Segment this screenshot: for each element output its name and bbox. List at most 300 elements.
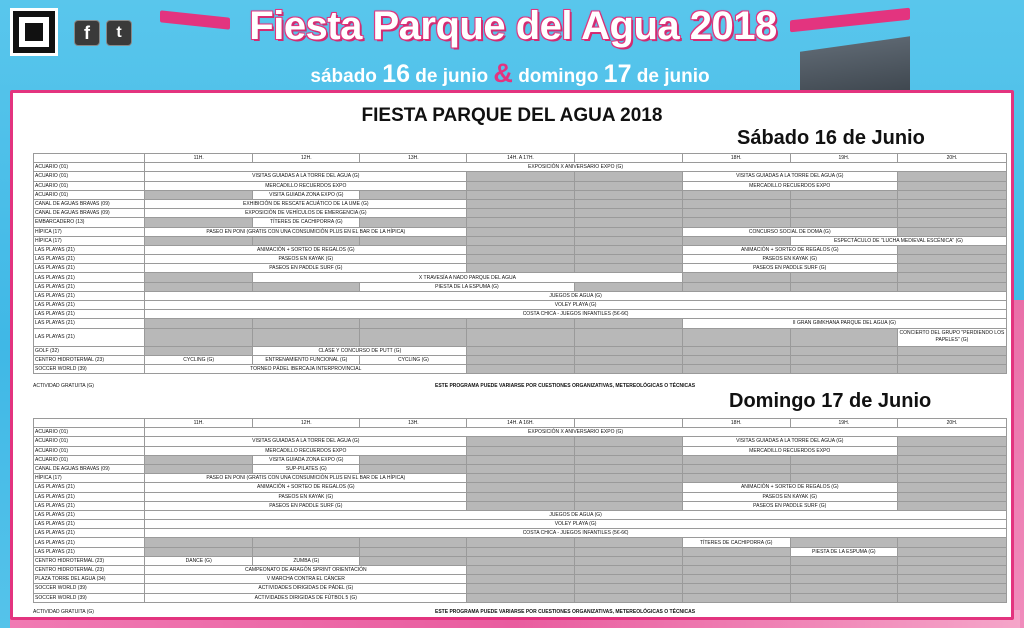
- table-row: [34, 483, 1007, 492]
- activity-cell: SUP-PILATES (G): [253, 464, 360, 473]
- location-cell: LAS PLAYAS (21): [34, 310, 145, 319]
- empty-slot: [253, 282, 360, 291]
- location-cell: LAS PLAYAS (21): [34, 255, 145, 264]
- activity-cell: TÍTERES DE CACHIPORRA (G): [682, 538, 790, 547]
- table-row: [34, 301, 1007, 310]
- activity-cell: ANIMACIÓN + SORTEO DE REGALOS (G): [682, 245, 897, 254]
- table-row: [34, 310, 1007, 319]
- empty-slot: [253, 547, 360, 556]
- empty-slot: [145, 190, 253, 199]
- location-cell: ACUARIO (01): [34, 163, 145, 172]
- table-row: [34, 538, 1007, 547]
- table-row: [34, 355, 1007, 364]
- event-dates: [260, 58, 760, 89]
- empty-slot: [467, 483, 574, 492]
- empty-slot: [682, 282, 790, 291]
- table-row: [34, 218, 1007, 227]
- empty-slot: [467, 364, 574, 373]
- empty-slot: [897, 446, 1006, 455]
- empty-slot: [467, 245, 574, 254]
- empty-slot: [790, 190, 897, 199]
- location-cell: ACUARIO (01): [34, 437, 145, 446]
- activity-cell: TÍTERES DE CACHIPORRA (G): [253, 218, 360, 227]
- empty-slot: [682, 593, 790, 602]
- twitter-icon[interactable]: t: [106, 20, 132, 46]
- empty-slot: [897, 575, 1006, 584]
- empty-slot: [790, 273, 897, 282]
- activity-cell: TORNEO PÁDEL IBERCAJA INTERPROVINCIAL: [145, 364, 467, 373]
- location-cell: LAS PLAYAS (21): [34, 291, 145, 300]
- empty-slot: [790, 575, 897, 584]
- date-day1-label: sábado: [310, 66, 377, 87]
- activity-cell: MERCADILLO RECUERDOS EXPO: [145, 181, 467, 190]
- empty-slot: [574, 255, 682, 264]
- location-cell: LAS PLAYAS (21): [34, 282, 145, 291]
- empty-slot: [467, 227, 574, 236]
- empty-slot: [145, 236, 253, 245]
- empty-slot: [574, 538, 682, 547]
- activity-cell: EXPOSICIÓN X ANIVERSARIO EXPO (G): [145, 163, 1007, 172]
- activity-cell: CYCLING (G): [145, 355, 253, 364]
- empty-slot: [467, 538, 574, 547]
- empty-slot: [682, 566, 790, 575]
- empty-slot: [897, 584, 1006, 593]
- empty-slot: [467, 566, 574, 575]
- activity-cell: CYCLING (G): [360, 355, 467, 364]
- activity-cell: PASEOS EN PADDLE SURF (G): [145, 264, 467, 273]
- table-row: [34, 282, 1007, 291]
- empty-slot: [574, 181, 682, 190]
- empty-slot: [574, 328, 682, 346]
- hour-header: 18H.: [682, 154, 790, 163]
- empty-slot: [682, 346, 790, 355]
- hour-header: [574, 154, 682, 163]
- empty-slot: [467, 209, 574, 218]
- hour-header: 14H. A 16H.: [467, 419, 574, 428]
- ribbon-right-decoration: [790, 8, 910, 33]
- empty-slot: [467, 346, 574, 355]
- empty-slot: [897, 474, 1006, 483]
- location-cell: ACUARIO (01): [34, 190, 145, 199]
- empty-slot: [574, 566, 682, 575]
- empty-slot: [897, 273, 1006, 282]
- empty-slot: [467, 236, 574, 245]
- date-day2-label: domingo: [518, 66, 599, 87]
- empty-slot: [574, 446, 682, 455]
- activity-cell: PASEOS EN PADDLE SURF (G): [145, 501, 467, 510]
- empty-slot: [682, 236, 790, 245]
- activity-cell: ANIMACIÓN + SORTEO DE REGALOS (G): [682, 483, 897, 492]
- activity-cell: CONCIERTO DEL GRUPO "PERDIENDO LOS PAPELES" (G): [897, 328, 1006, 346]
- hour-header: 14H. A 17H.: [467, 154, 574, 163]
- empty-slot: [467, 218, 574, 227]
- empty-slot: [682, 464, 790, 473]
- empty-slot: [790, 209, 897, 218]
- empty-slot: [682, 218, 790, 227]
- hour-header: 20H.: [897, 154, 1006, 163]
- activity-cell: VISITAS GUIADAS A LA TORRE DEL AGUA (G): [682, 437, 897, 446]
- footer-disclaimer: ESTE PROGRAMA PUEDE VARIARSE POR CUESTIONES ORGANIZATIVAS, METEREOLÓGICAS O TÉCNICAS: [435, 383, 696, 389]
- table-row: [34, 364, 1007, 373]
- location-cell: ACUARIO (01): [34, 428, 145, 437]
- empty-slot: [467, 547, 574, 556]
- empty-slot: [682, 355, 790, 364]
- table-row: [34, 446, 1007, 455]
- empty-slot: [790, 584, 897, 593]
- hour-header: 11H.: [145, 154, 253, 163]
- hour-header: 20H.: [897, 419, 1006, 428]
- table-row: [34, 346, 1007, 355]
- activity-cell: EXHIBICIÓN DE RESCATE ACUÁTICO DE LA UME (G): [145, 199, 467, 208]
- empty-slot: [467, 593, 574, 602]
- empty-slot: [897, 245, 1006, 254]
- empty-slot: [790, 355, 897, 364]
- empty-slot: [360, 455, 467, 464]
- table-row: [34, 455, 1007, 464]
- empty-slot: [897, 209, 1006, 218]
- activity-cell: JUEGOS DE AGUA (G): [145, 291, 1007, 300]
- activity-cell: VISITA GUIADA ZONA EXPO (G): [253, 190, 360, 199]
- activity-cell: CAMPEONATO DE ARAGÓN SPRINT ORIENTACIÓN: [145, 566, 467, 575]
- activity-cell: PASEOS EN PADDLE SURF (G): [682, 501, 897, 510]
- empty-slot: [682, 199, 790, 208]
- footer-free-activity: ACTIVIDAD GRATUITA (G): [33, 383, 94, 389]
- empty-slot: [467, 199, 574, 208]
- empty-slot: [467, 492, 574, 501]
- empty-slot: [467, 464, 574, 473]
- schedule-header-row: [34, 419, 1007, 428]
- empty-slot: [574, 172, 682, 181]
- location-cell: SOCCER WORLD (39): [34, 364, 145, 373]
- location-cell: LAS PLAYAS (21): [34, 492, 145, 501]
- hour-header: 13H.: [360, 154, 467, 163]
- location-cell: LAS PLAYAS (21): [34, 328, 145, 346]
- table-row: [34, 547, 1007, 556]
- location-cell: ACUARIO (01): [34, 455, 145, 464]
- location-cell: SOCCER WORLD (39): [34, 593, 145, 602]
- empty-slot: [790, 455, 897, 464]
- empty-slot: [360, 328, 467, 346]
- empty-slot: [897, 364, 1006, 373]
- empty-slot: [897, 464, 1006, 473]
- schedule-header-row: [34, 154, 1007, 163]
- activity-cell: VOLEY PLAYA (G): [145, 301, 1007, 310]
- footer-free-activity: ACTIVIDAD GRATUITA (G): [33, 609, 94, 615]
- location-cell: CANAL DE AGUAS BRAVAS (09): [34, 464, 145, 473]
- empty-slot: [682, 364, 790, 373]
- empty-slot: [897, 218, 1006, 227]
- empty-slot: [574, 556, 682, 565]
- activity-cell: VOLEY PLAYA (G): [145, 520, 1007, 529]
- table-row: [34, 593, 1007, 602]
- location-cell: ACUARIO (01): [34, 172, 145, 181]
- empty-slot: [682, 547, 790, 556]
- table-row: [34, 328, 1007, 346]
- location-cell: LAS PLAYAS (21): [34, 273, 145, 282]
- empty-slot: [897, 556, 1006, 565]
- empty-slot: [145, 547, 253, 556]
- empty-slot: [360, 538, 467, 547]
- activity-cell: VISITAS GUIADAS A LA TORRE DEL AGUA (G): [145, 437, 467, 446]
- activity-cell: II GRAN GIMKHANA PARQUE DEL AGUA (G): [682, 319, 1006, 328]
- hour-header: 11H.: [145, 419, 253, 428]
- empty-slot: [467, 172, 574, 181]
- empty-slot: [253, 319, 360, 328]
- activity-cell: CONCURSO SOCIAL DE DOMA (G): [682, 227, 897, 236]
- location-cell: LAS PLAYAS (21): [34, 520, 145, 529]
- empty-slot: [897, 172, 1006, 181]
- empty-slot: [467, 255, 574, 264]
- day1-title: Sábado 16 de Junio: [737, 127, 925, 149]
- activity-cell: DANCE (G): [145, 556, 253, 565]
- hour-header: 19H.: [790, 154, 897, 163]
- hour-header: 12H.: [253, 419, 360, 428]
- empty-slot: [467, 328, 574, 346]
- empty-slot: [574, 190, 682, 199]
- empty-slot: [360, 464, 467, 473]
- schedule-table-sunday: [33, 418, 1007, 603]
- empty-slot: [574, 227, 682, 236]
- empty-slot: [574, 483, 682, 492]
- empty-slot: [574, 218, 682, 227]
- table-row: [34, 529, 1007, 538]
- empty-slot: [467, 455, 574, 464]
- qr-code-icon: [10, 8, 58, 56]
- empty-slot: [574, 474, 682, 483]
- empty-slot: [145, 538, 253, 547]
- table-row: [34, 474, 1007, 483]
- empty-slot: [574, 584, 682, 593]
- day2-title: Domingo 17 de Junio: [729, 390, 932, 412]
- activity-cell: VISITAS GUIADAS A LA TORRE DEL AGUA (G): [682, 172, 897, 181]
- date-day1-number: 16: [382, 60, 411, 88]
- empty-slot: [467, 319, 574, 328]
- table-row: [34, 428, 1007, 437]
- empty-slot: [682, 209, 790, 218]
- location-cell: LAS PLAYAS (21): [34, 529, 145, 538]
- empty-slot: [897, 264, 1006, 273]
- empty-slot: [467, 181, 574, 190]
- table-row: [34, 510, 1007, 519]
- schedule-table-saturday: [33, 153, 1007, 374]
- empty-slot: [897, 190, 1006, 199]
- empty-slot: [897, 492, 1006, 501]
- hour-header: 18H.: [682, 419, 790, 428]
- empty-slot: [574, 319, 682, 328]
- empty-slot: [790, 282, 897, 291]
- table-row: [34, 227, 1007, 236]
- empty-slot: [682, 190, 790, 199]
- activity-cell: VISITAS GUIADAS A LA TORRE DEL AGUA (G): [145, 172, 467, 181]
- empty-slot: [897, 437, 1006, 446]
- program-board: [10, 90, 1014, 620]
- hour-header: [34, 419, 145, 428]
- date-day2-number: 17: [603, 60, 632, 88]
- empty-slot: [360, 547, 467, 556]
- empty-slot: [897, 199, 1006, 208]
- table-row: [34, 556, 1007, 565]
- empty-slot: [145, 455, 253, 464]
- activity-cell: COSTA CHICA - JUEGOS INFANTILES (5€-6€): [145, 310, 1007, 319]
- table-row: [34, 520, 1007, 529]
- empty-slot: [682, 474, 790, 483]
- empty-slot: [467, 355, 574, 364]
- location-cell: PLAZA TORRE DEL AGUA (34): [34, 575, 145, 584]
- facebook-icon[interactable]: f: [74, 20, 100, 46]
- activity-cell: PASEOS EN KAYAK (G): [145, 255, 467, 264]
- activity-cell: PASEOS EN PADDLE SURF (G): [682, 264, 897, 273]
- location-cell: CENTRO HIDROTERMAL (23): [34, 566, 145, 575]
- empty-slot: [790, 346, 897, 355]
- table-row: [34, 181, 1007, 190]
- empty-slot: [467, 190, 574, 199]
- date-day2-month: de junio: [636, 66, 710, 87]
- empty-slot: [360, 218, 467, 227]
- activity-cell: ESPECTÁCULO DE "LUCHA MEDIEVAL ESCÉNICA" (G): [790, 236, 1006, 245]
- empty-slot: [790, 474, 897, 483]
- empty-slot: [574, 455, 682, 464]
- location-cell: LAS PLAYAS (21): [34, 538, 145, 547]
- empty-slot: [574, 355, 682, 364]
- empty-slot: [682, 575, 790, 584]
- empty-slot: [467, 437, 574, 446]
- table-row: [34, 492, 1007, 501]
- activity-cell: MERCADILLO RECUERDOS EXPO: [682, 181, 897, 190]
- empty-slot: [145, 328, 253, 346]
- empty-slot: [682, 328, 790, 346]
- location-cell: HÍPICA (17): [34, 236, 145, 245]
- activity-cell: PIESTA DE LA ESPUMA (G): [360, 282, 574, 291]
- empty-slot: [145, 319, 253, 328]
- empty-slot: [145, 218, 253, 227]
- activity-cell: ENTRENAMIENTO FUNCIONAL (G): [253, 355, 360, 364]
- empty-slot: [682, 273, 790, 282]
- table-row: [34, 209, 1007, 218]
- table-row: [34, 291, 1007, 300]
- activity-cell: ACTIVIDADES DIRIGIDAS DE FÚTBOL 5 (G): [145, 593, 467, 602]
- empty-slot: [360, 236, 467, 245]
- location-cell: CENTRO HIDROTERMAL (23): [34, 556, 145, 565]
- empty-slot: [897, 181, 1006, 190]
- location-cell: LAS PLAYAS (21): [34, 547, 145, 556]
- empty-slot: [467, 264, 574, 273]
- empty-slot: [574, 346, 682, 355]
- location-cell: CENTRO HIDROTERMAL (23): [34, 355, 145, 364]
- table-row: [34, 163, 1007, 172]
- location-cell: HÍPICA (17): [34, 227, 145, 236]
- activity-cell: PASEO EN PONI (GRATIS CON UNA CONSUMICIÓN PLUS EN EL BAR DE LA HÍPICA): [145, 227, 467, 236]
- location-cell: LAS PLAYAS (21): [34, 510, 145, 519]
- empty-slot: [897, 227, 1006, 236]
- activity-cell: ANIMACIÓN + SORTEO DE REGALOS (G): [145, 483, 467, 492]
- empty-slot: [467, 556, 574, 565]
- location-cell: CANAL DE AGUAS BRAVAS (09): [34, 199, 145, 208]
- empty-slot: [360, 190, 467, 199]
- empty-slot: [897, 566, 1006, 575]
- empty-slot: [790, 566, 897, 575]
- empty-slot: [574, 547, 682, 556]
- table-row: [34, 273, 1007, 282]
- empty-slot: [897, 255, 1006, 264]
- empty-slot: [897, 501, 1006, 510]
- empty-slot: [790, 464, 897, 473]
- table-row: [34, 255, 1007, 264]
- empty-slot: [790, 556, 897, 565]
- empty-slot: [253, 236, 360, 245]
- activity-cell: PIESTA DE LA ESPUMA (G): [790, 547, 897, 556]
- table-row: [34, 464, 1007, 473]
- empty-slot: [790, 593, 897, 602]
- empty-slot: [145, 273, 253, 282]
- location-cell: GOLF (32): [34, 346, 145, 355]
- activity-cell: PASEOS EN KAYAK (G): [682, 255, 897, 264]
- empty-slot: [790, 218, 897, 227]
- location-cell: SOCCER WORLD (39): [34, 584, 145, 593]
- empty-slot: [897, 455, 1006, 464]
- empty-slot: [145, 282, 253, 291]
- empty-slot: [790, 364, 897, 373]
- date-day1-month: de junio: [415, 66, 489, 87]
- table-row: [34, 190, 1007, 199]
- location-cell: ACUARIO (01): [34, 181, 145, 190]
- location-cell: HÍPICA (17): [34, 474, 145, 483]
- empty-slot: [145, 346, 253, 355]
- empty-slot: [574, 364, 682, 373]
- table-row: [34, 319, 1007, 328]
- empty-slot: [574, 501, 682, 510]
- empty-slot: [574, 199, 682, 208]
- table-row: [34, 584, 1007, 593]
- table-row: [34, 172, 1007, 181]
- empty-slot: [467, 501, 574, 510]
- empty-slot: [467, 575, 574, 584]
- date-ampersand: &: [493, 58, 513, 88]
- activity-cell: VISITA GUIADA ZONA EXPO (G): [253, 455, 360, 464]
- empty-slot: [574, 209, 682, 218]
- empty-slot: [253, 538, 360, 547]
- empty-slot: [574, 593, 682, 602]
- empty-slot: [253, 328, 360, 346]
- activity-cell: MERCADILLO RECUERDOS EXPO: [145, 446, 467, 455]
- activity-cell: JUEGOS DE AGUA (G): [145, 510, 1007, 519]
- empty-slot: [682, 584, 790, 593]
- empty-slot: [467, 474, 574, 483]
- activity-cell: EXPOSICIÓN X ANIVERSARIO EXPO (G): [145, 428, 1007, 437]
- empty-slot: [682, 556, 790, 565]
- empty-slot: [574, 236, 682, 245]
- activity-cell: PASEOS EN KAYAK (G): [145, 492, 467, 501]
- table-row: [34, 501, 1007, 510]
- location-cell: LAS PLAYAS (21): [34, 264, 145, 273]
- activity-cell: EXPOSICIÓN DE VEHÍCULOS DE EMERGENCIA (G): [145, 209, 467, 218]
- empty-slot: [682, 455, 790, 464]
- empty-slot: [360, 556, 467, 565]
- activity-cell: X TRAVESÍA A NADO PARQUE DEL AGUA: [253, 273, 682, 282]
- empty-slot: [574, 245, 682, 254]
- hour-header: 19H.: [790, 419, 897, 428]
- hour-header: 12H.: [253, 154, 360, 163]
- empty-slot: [790, 328, 897, 346]
- empty-slot: [790, 538, 897, 547]
- table-row: [34, 437, 1007, 446]
- empty-slot: [574, 464, 682, 473]
- empty-slot: [897, 346, 1006, 355]
- footer-disclaimer: ESTE PROGRAMA PUEDE VARIARSE POR CUESTIONES ORGANIZATIVAS, METEREOLÓGICAS O TÉCNICAS: [435, 609, 696, 615]
- table-row: [34, 245, 1007, 254]
- empty-slot: [897, 282, 1006, 291]
- table-row: [34, 264, 1007, 273]
- table-row: [34, 236, 1007, 245]
